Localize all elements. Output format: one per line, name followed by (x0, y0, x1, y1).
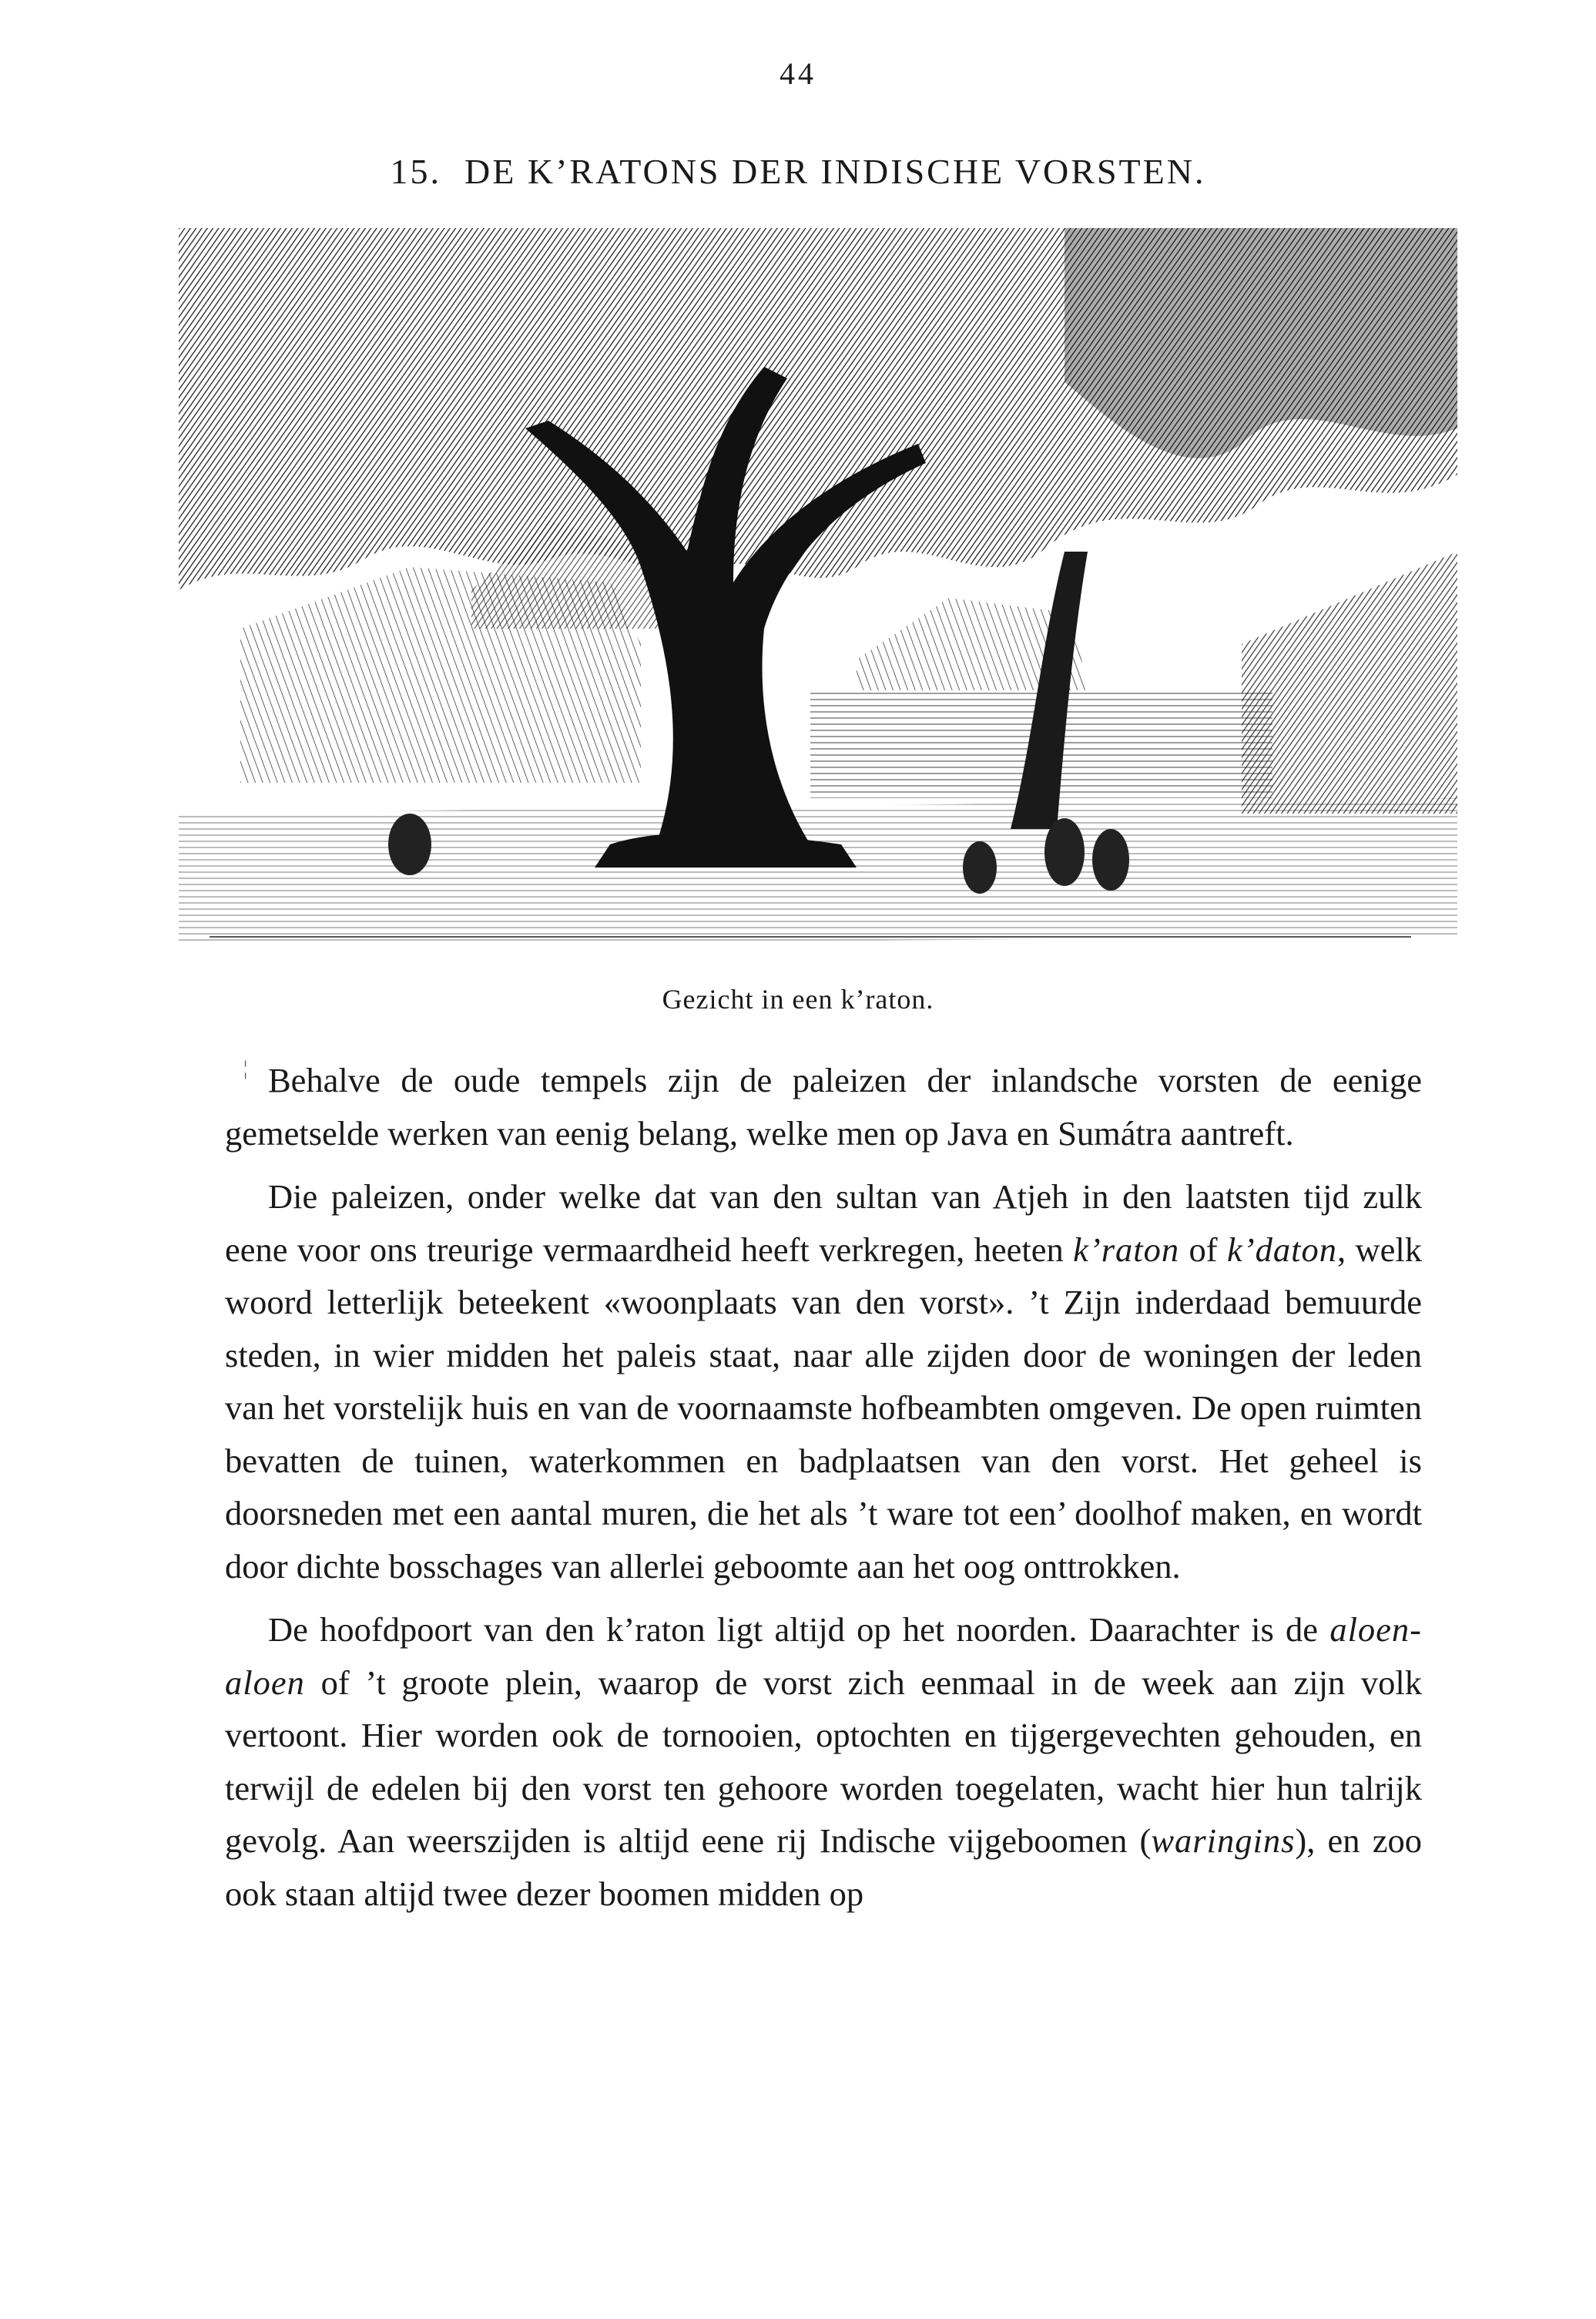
paragraph-3-b: of ’t groote plein, waarop de vorst zich eenmaal in de week aan zijn volk vertoont. Hier worden ook de tornooien, optochten en tijgergevechten gehouden, en terwijl de edelen bij den vorst ten gehoore worden toegelaten, wacht hier hun talrijk gevolg. Aan weerszijden is altijd eene rij Indische vijgeboomen ( (225, 1663, 1422, 1860)
body-text (225, 1054, 1422, 1931)
paragraph-2 (225, 1170, 1422, 1592)
paragraph-3-c: ), en zoo ook staan altijd twee dezer boomen midden op (225, 1821, 1422, 1913)
paragraph-3-a: De hoofdpoort van den k’raton ligt altijd op het noorden. Daarachter is de (268, 1610, 1330, 1649)
term-kdaton: k’daton (1227, 1230, 1337, 1269)
term-kraton: k’raton (1073, 1230, 1180, 1269)
term-aloen-aloen: aloen-aloen (225, 1610, 1422, 1702)
chapter-heading (0, 151, 1596, 192)
paragraph-2-a: Die paleizen, onder welke dat van den sultan van Atjeh in den laatsten tijd zulk eene voor ons treurige vermaardheid heeft verkregen, heeten (225, 1177, 1422, 1269)
chapter-title: DE K’RATONS DER INDISCHE VORSTEN. (464, 152, 1206, 191)
paragraph-2-c: , welk woord letterlijk beteekent «woonplaats van den vorst». ’t Zijn inderdaad bemuurde steden, in wier midden het paleis staat, naar alle zijden door de woningen der leden van het vorstelijk huis en van de voornaamste hofbeambten omgeven. De open ruimten bevatten de tuinen, waterkommen en badplaatsen van den vorst. Het geheel is doorsneden met een aantal muren, die het als ’t ware tot een’ doolhof maken, en wordt door dichte bosschages van allerlei geboomte aan het oog onttrokken. (225, 1230, 1422, 1586)
paragraph-2-b: of (1179, 1230, 1228, 1269)
engraving-tree-courtyard-icon (179, 228, 1457, 952)
term-waringins: waringins (1151, 1821, 1296, 1860)
figure-illustration (179, 228, 1457, 952)
margin-mark: ¦ (243, 1057, 248, 1079)
paragraph-3 (225, 1603, 1422, 1920)
page-number: 44 (780, 56, 816, 91)
paragraph-1: Behalve de oude tempels zijn de paleizen der inlandsche vorsten de eenige gemetselde werken van eenig belang, welke men op Java en Sumátra aantreft. (225, 1061, 1422, 1153)
figure-caption: Gezicht in een k’raton. (662, 984, 934, 1015)
chapter-number: 15. (390, 152, 442, 191)
